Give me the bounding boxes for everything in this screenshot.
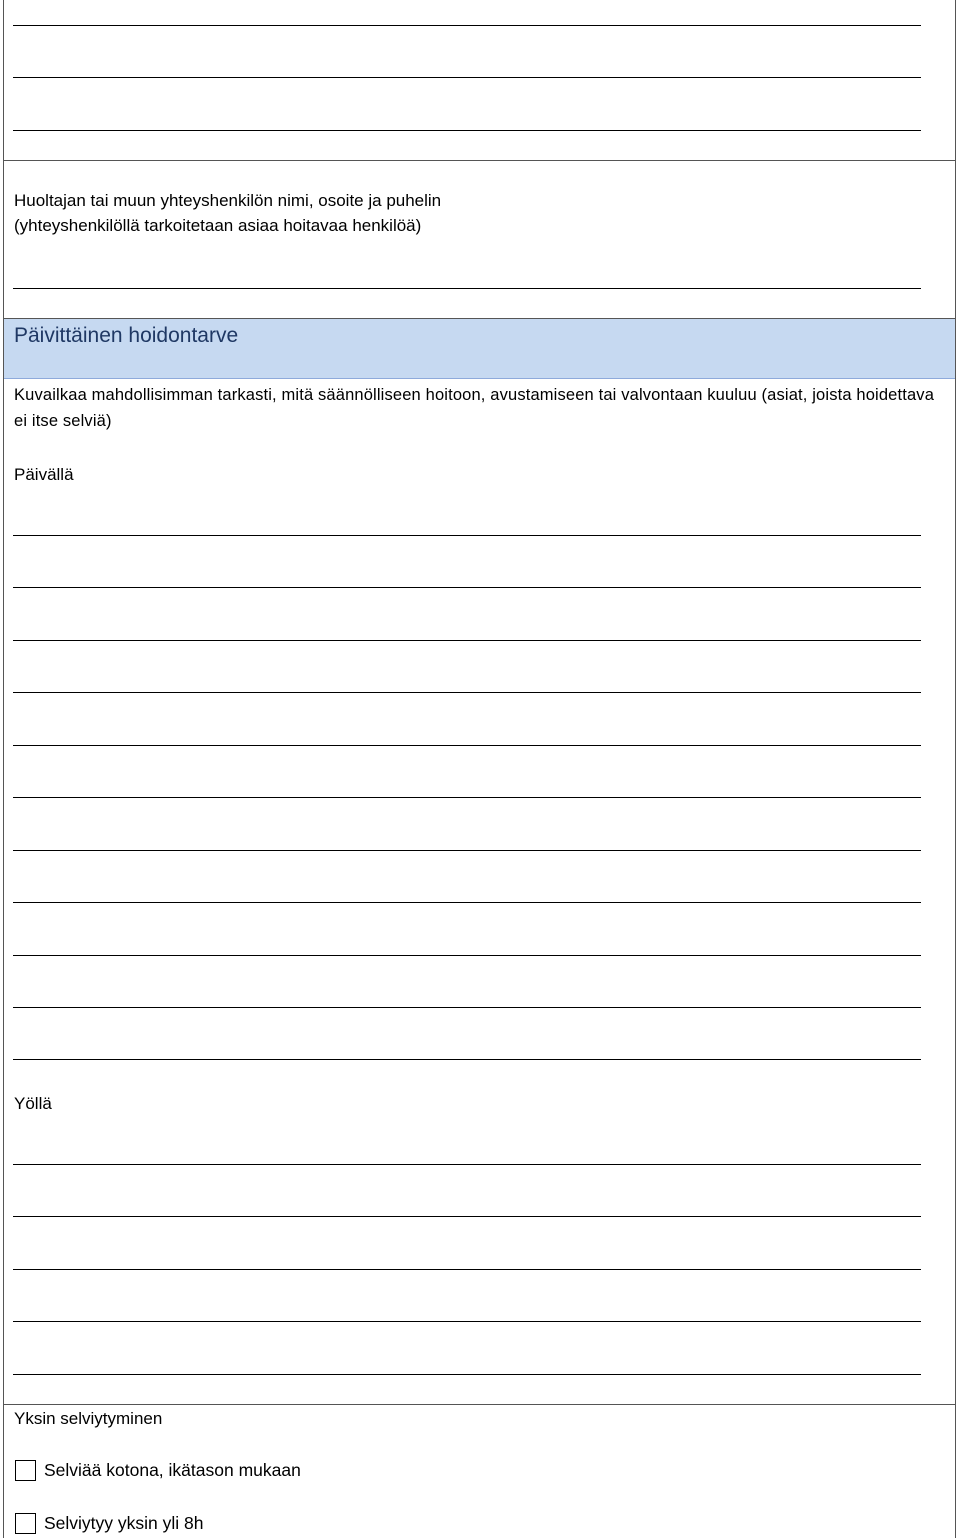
day-label: Päivällä (14, 465, 74, 484)
option-row[interactable] (15, 1458, 301, 1483)
fill-line[interactable] (13, 25, 921, 26)
option-label: Selviytyy yksin yli 8h (44, 1513, 204, 1533)
option-row[interactable] (15, 1511, 204, 1536)
section-divider (3, 160, 956, 161)
night-fill-line[interactable] (13, 1321, 921, 1322)
contact-label-line2: (yhteyshenkilöllä tarkoitetaan asiaa hoitavaa henkilöä) (14, 216, 422, 235)
day-fill-line[interactable] (13, 745, 921, 746)
section-divider (3, 1404, 956, 1405)
night-fill-line[interactable] (13, 1216, 921, 1217)
checkbox-stays-home[interactable] (15, 1460, 36, 1481)
fill-line[interactable] (13, 77, 921, 78)
day-fill-line[interactable] (13, 797, 921, 798)
day-fill-line[interactable] (13, 1059, 921, 1060)
night-fill-line[interactable] (13, 1374, 921, 1375)
day-fill-line[interactable] (13, 850, 921, 851)
night-fill-line[interactable] (13, 1164, 921, 1165)
day-fill-line[interactable] (13, 692, 921, 693)
independence-title: Yksin selviytyminen (14, 1409, 163, 1428)
day-fill-line[interactable] (13, 1007, 921, 1008)
care-section-header (4, 319, 955, 379)
day-fill-line[interactable] (13, 955, 921, 956)
contact-label-line1: Huoltajan tai muun yhteyshenkilön nimi, osoite ja puhelin (14, 191, 442, 210)
night-label: Yöllä (14, 1094, 52, 1113)
day-fill-line[interactable] (13, 640, 921, 641)
day-fill-line[interactable] (13, 902, 921, 903)
option-label: Selviää kotona, ikätason mukaan (44, 1460, 301, 1480)
checkbox-alone-over-8h[interactable] (15, 1513, 36, 1534)
day-fill-line[interactable] (13, 587, 921, 588)
fill-line[interactable] (13, 130, 921, 131)
day-fill-line[interactable] (13, 535, 921, 536)
contact-fill-line[interactable] (13, 288, 921, 289)
care-section-title: Päivittäinen hoidontarve (14, 324, 239, 347)
night-fill-line[interactable] (13, 1269, 921, 1270)
care-description: Kuvailkaa mahdollisimman tarkasti, mitä säännölliseen hoitoon, avustamiseen tai valvontaan kuuluu (asiat, joista hoidettava ei itse selviä) (14, 386, 935, 430)
